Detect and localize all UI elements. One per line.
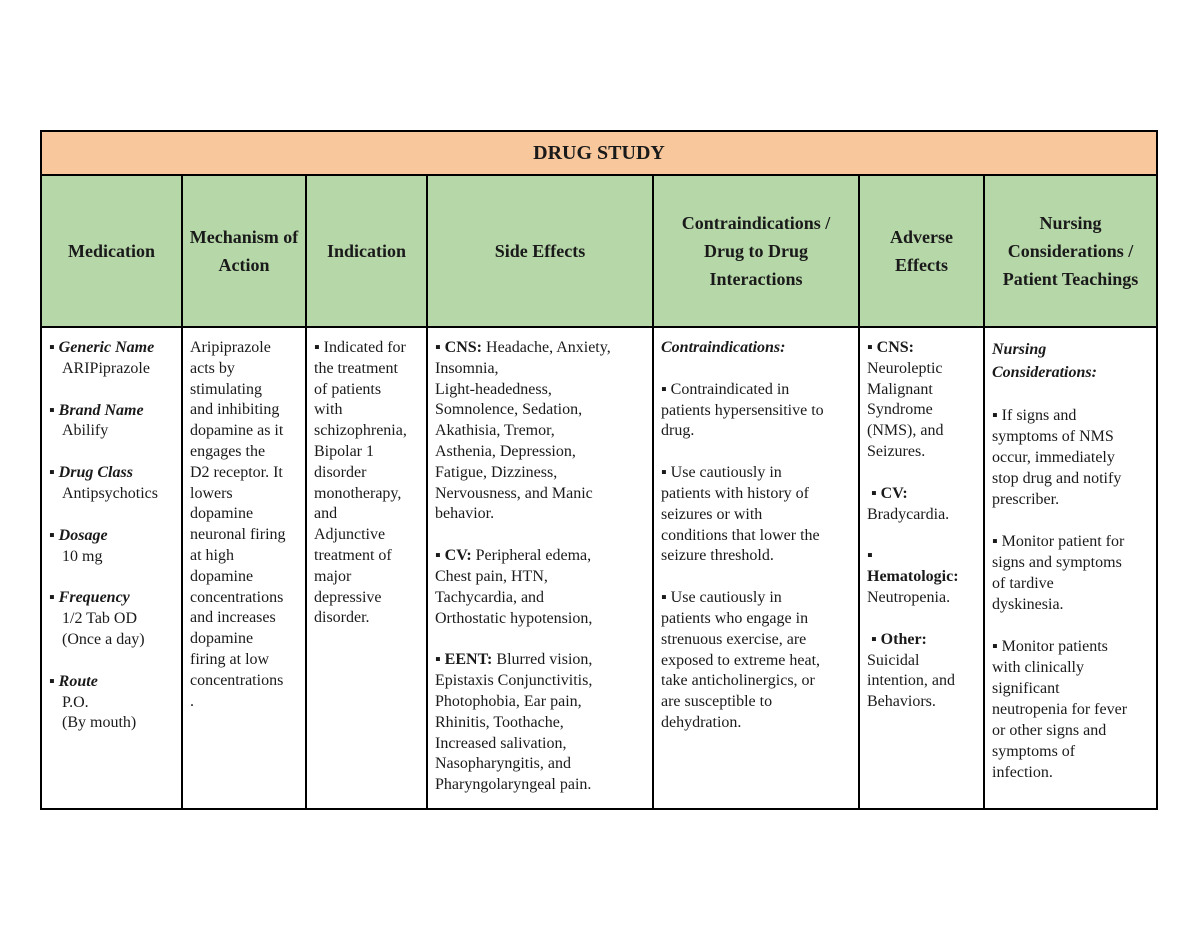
route-entry: ▪ Route P.O. (By mouth) [49,672,137,732]
contraindication-item: ▪ Contraindicated in patients hypersensitive to drug. [661,380,824,440]
nursing-heading: Nursing Considerations: [992,341,1097,381]
cell-nursing [984,327,1157,809]
adverse-other: ▪ Other: Suicidal intention, and Behaviors. [867,630,955,711]
nursing-item: ▪ Monitor patient for signs and symptoms of tardive dyskinesia. [992,533,1125,613]
header-mechanism: Mechanism of Action [182,175,306,327]
table-title: DRUG STUDY [41,131,1157,175]
adverse-cns: ▪ CNS: Neuroleptic Malignant Syndrome (NMS), and Seizures. [867,339,944,460]
indication-text: ▪ Indicated for the treatment of patients with schizophrenia, Bipolar 1 disorder monotherapy, and Adjunctive treatment of major depressive disorder. [314,339,407,627]
header-indication: Indication [306,175,427,327]
header-side-effects: Side Effects [427,175,653,327]
cell-side-effects [427,327,653,809]
side-effects-cv: ▪ CV: Peripheral edema, Chest pain, HTN, Tachycardia, and Orthostatic hypotension, [435,547,593,627]
generic-name-entry: ▪ Generic Name ARIPiprazole [49,339,155,377]
contraindication-item: ▪ Use cautiously in patients with history of seizures or with conditions that lower the seizure threshold. [661,464,820,565]
brand-name-entry: ▪ Brand Name Abilify [49,401,144,440]
adverse-cv: ▪ CV: Bradycardia. [867,484,950,523]
mechanism-text: Aripiprazole acts by stimulating and inhibiting dopamine as it engages the D2 receptor. It lowers dopamine neuronal firing at high dopamine concentrations and increases dopamine firing at low concentrations . [190,339,286,710]
frequency-entry: ▪ Frequency 1/2 Tab OD (Once a day) [49,589,145,648]
nursing-item: ▪ Monitor patients with clinically significant neutropenia for fever or other signs and symptoms of infection. [992,638,1128,781]
header-medication: Medication [41,175,182,327]
cell-adverse-effects [859,327,984,809]
drug-class-entry: ▪ Drug Class Antipsychotics [49,464,158,502]
contraindication-item: ▪ Use cautiously in patients who engage in strenuous exercise, are exposed to extreme heat, take anticholinergics, or are susceptible to dehydration. [661,589,821,731]
header-contraindications: Contraindications / Drug to Drug Interactions [653,175,859,327]
contraindications-heading: Contraindications: [661,339,786,356]
cell-contraindications [653,327,859,809]
nursing-item: ▪ If signs and symptoms of NMS occur, immediately stop drug and notify prescriber. [992,407,1122,508]
cell-medication [41,327,182,809]
side-effects-eent: ▪ EENT: Blurred vision, Epistaxis Conjunctivitis, Photophobia, Ear pain, Rhinitis, Toothache, Increased salivation, Nasopharyngitis, and Pharyngolaryngeal pain. [435,651,593,794]
cell-indication [306,327,427,809]
drug-study-table [40,130,1158,810]
cell-mechanism [182,327,306,809]
side-effects-cns: ▪ CNS: Headache, Anxiety, Insomnia, Light-headedness, Somnolence, Sedation, Akathisia, Tremor, Asthenia, Depression, Fatigue, Dizziness, Nervousness, and Manic behavior. [435,339,611,523]
header-adverse-effects: Adverse Effects [859,175,984,327]
adverse-hematologic: ▪ Hematologic: Neutropenia. [867,547,959,606]
dosage-entry: ▪ Dosage 10 mg [49,526,108,565]
header-nursing: Nursing Considerations / Patient Teachings [984,175,1157,327]
